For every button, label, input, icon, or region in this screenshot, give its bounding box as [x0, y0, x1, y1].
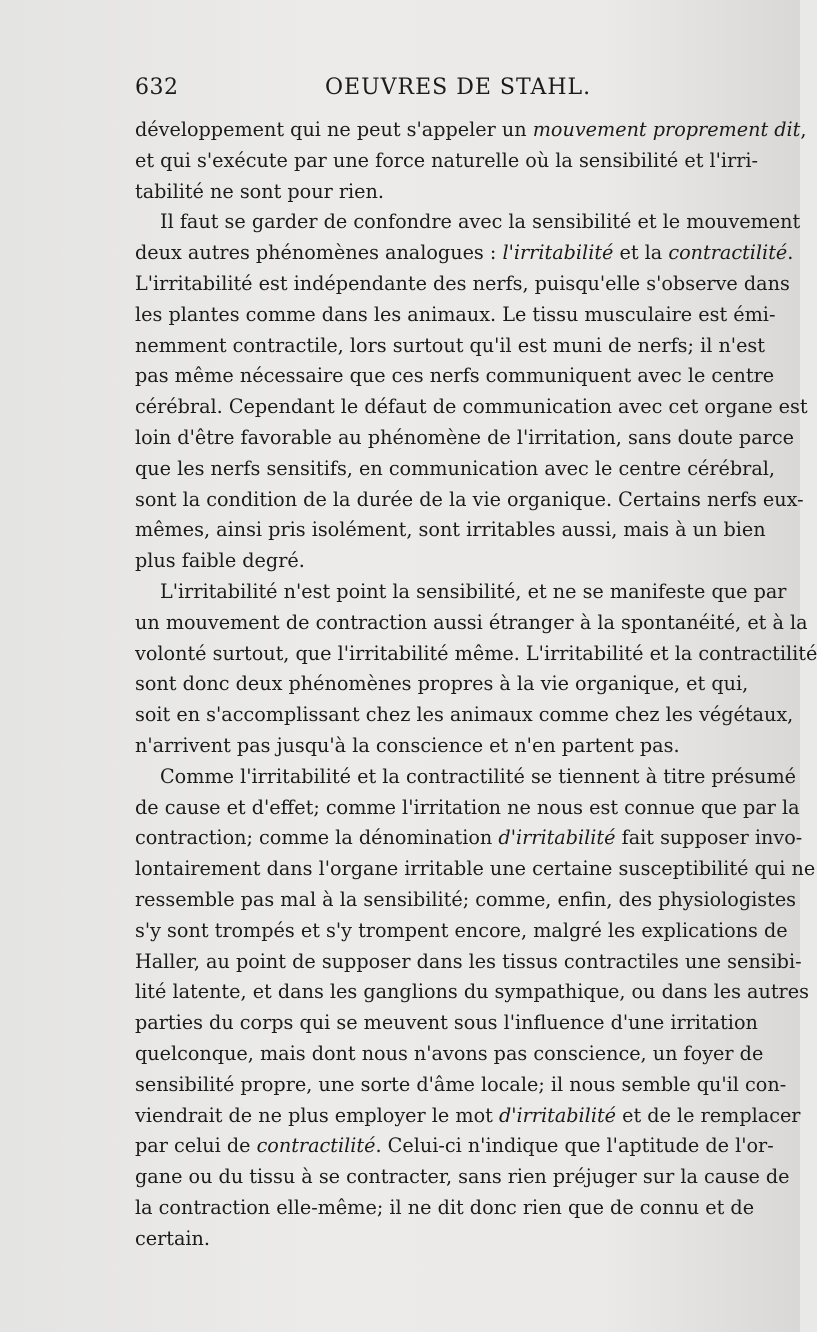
text-line: les plantes comme dans les animaux. Le tissu musculaire est émi-: [135, 302, 776, 326]
text-line: pas même nécessaire que ces nerfs communiquent avec le centre: [135, 364, 775, 388]
text-line: volonté surtout, que l'irritabilité même. L'irritabilité et la contractilité: [135, 641, 817, 665]
text-run: .: [787, 241, 794, 265]
text-line: s'y sont trompés et s'y trompent encore, malgré les explications de: [135, 918, 788, 942]
page-header: [135, 75, 735, 107]
text-run: par celui de: [135, 1134, 257, 1158]
text-line: tabilité ne sont pour rien.: [135, 179, 384, 203]
text-run: contraction; comme la dénomination: [135, 826, 499, 850]
text-line: [135, 1131, 774, 1162]
text-line: Il faut se garder de confondre avec la sensibilité et le mouvement: [160, 210, 801, 234]
text-run: deux autres phénomènes analogues :: [135, 241, 503, 265]
text-line: loin d'être favorable au phénomène de l'irritation, sans doute parce: [135, 425, 794, 449]
italic-term: mouvement proprement dit: [532, 118, 801, 141]
text-run: . Celui-ci n'indique que l'aptitude de l'or-: [375, 1134, 774, 1158]
italic-term: contractilité: [668, 241, 788, 265]
text-run: ,: [800, 118, 807, 141]
text-line: sont la condition de la durée de la vie organique. Certains nerfs eux-: [135, 487, 804, 511]
text-line: mêmes, ainsi pris isolément, sont irritables aussi, mais à un bien: [135, 518, 766, 542]
text-line: sont donc deux phénomènes propres à la vie organique, et qui,: [135, 672, 749, 696]
page-number: 632: [135, 75, 179, 100]
text-line: n'arrivent pas jusqu'à la conscience et n'en partent pas.: [135, 733, 680, 757]
text-line: la contraction elle-même; il ne dit donc rien que de connu et de: [135, 1195, 755, 1219]
text-line: de cause et d'effet; comme l'irritation ne nous est connue que par la: [135, 795, 800, 819]
text-line: parties du corps qui se meuvent sous l'influence d'une irritation: [135, 1011, 758, 1035]
text-line: et qui s'exécute par une force naturelle où la sensibilité et l'irri-: [135, 148, 759, 172]
body-text: [135, 115, 817, 1254]
text-line: certain.: [135, 1226, 211, 1250]
text-line: gane ou du tissu à se contracter, sans rien préjuger sur la cause de: [135, 1165, 790, 1189]
text-line: L'irritabilité n'est point la sensibilité, et ne se manifeste que par: [160, 579, 787, 603]
text-line: sensibilité propre, une sorte d'âme locale; il nous semble qu'il con-: [135, 1072, 787, 1096]
text-line: [135, 115, 807, 146]
text-line: lité latente, et dans les ganglions du sympathique, ou dans les autres: [135, 980, 809, 1004]
italic-term: d'irritabilité: [498, 1103, 617, 1127]
text-run: et de le remplacer: [616, 1103, 801, 1127]
text-line: Haller, au point de supposer dans les tissus contractiles une sensibi-: [135, 949, 802, 973]
text-run: développement qui ne peut s'appeler un: [135, 118, 533, 141]
italic-term: l'irritabilité: [502, 241, 614, 265]
text-run: viendrait de ne plus employer le mot: [135, 1103, 499, 1127]
text-line: Comme l'irritabilité et la contractilité se tiennent à titre présumé: [160, 764, 796, 788]
text-line: cérébral. Cependant le défaut de communication avec cet organe est: [135, 395, 808, 419]
text-line: que les nerfs sensitifs, en communication avec le centre cérébral,: [135, 456, 776, 480]
text-line: plus faible degré.: [135, 549, 305, 573]
text-line: L'irritabilité est indépendante des nerfs, puisqu'elle s'observe dans: [135, 271, 790, 295]
text-run: et la: [613, 241, 669, 265]
text-line: soit en s'accomplissant chez les animaux comme chez les végétaux,: [135, 703, 794, 727]
text-line: [135, 238, 794, 269]
italic-term: contractilité: [256, 1134, 376, 1158]
text-line: un mouvement de contraction aussi étranger à la spontanéité, et à la: [135, 610, 808, 634]
text-run: fait supposer invo-: [615, 826, 803, 850]
text-line: quelconque, mais dont nous n'avons pas conscience, un foyer de: [135, 1041, 764, 1065]
text-line: lontairement dans l'organe irritable une certaine susceptibilité qui ne: [135, 857, 816, 881]
text-line: [135, 1101, 801, 1132]
text-line: ressemble pas mal à la sensibilité; comme, enfin, des physiologistes: [135, 887, 797, 911]
italic-term: d'irritabilité: [498, 826, 616, 850]
running-head: OEUVRES DE STAHL.: [325, 75, 592, 100]
text-line: nemment contractile, lors surtout qu'il est muni de nerfs; il n'est: [135, 333, 765, 357]
text-line: [135, 823, 803, 854]
